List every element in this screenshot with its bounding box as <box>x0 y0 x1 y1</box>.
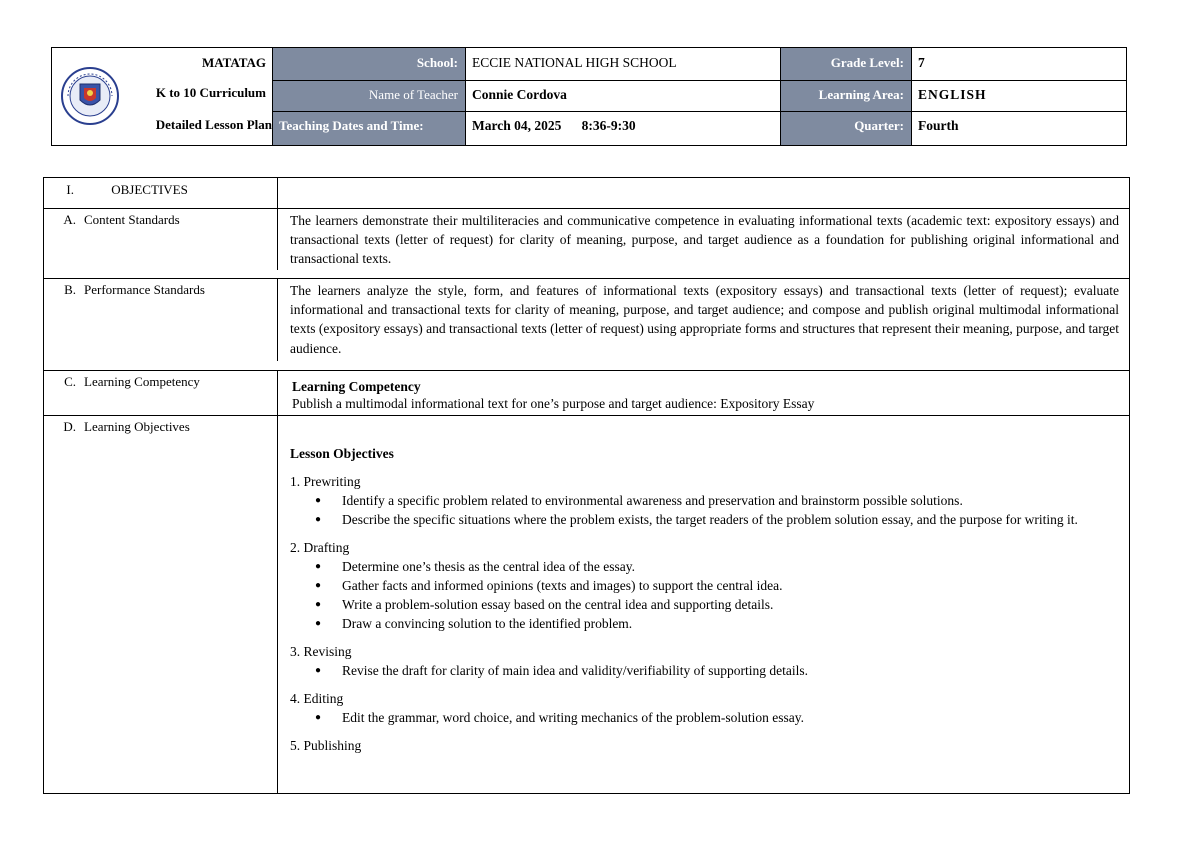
step-title: 3. Revising <box>290 644 352 659</box>
competency-heading: Learning Competency <box>292 379 421 394</box>
row-number: B. <box>64 282 76 297</box>
school-label: School: <box>273 48 466 80</box>
teacher-label: Name of Teacher <box>273 80 466 111</box>
step-revising <box>290 642 1119 680</box>
list-item: ● Draw a convincing solution to the identified problem. <box>342 614 1119 633</box>
objectives-table <box>43 177 1130 794</box>
dates-label: Teaching Dates and Time: <box>273 111 466 145</box>
objectives-heading: Lesson Objectives <box>290 446 394 461</box>
list-item: ● Write a problem-solution essay based on the central idea and supporting details. <box>342 595 1119 614</box>
row-number: D. <box>63 419 76 434</box>
content-standards-row <box>44 208 1129 270</box>
matatag-label: MATATAG <box>201 55 266 70</box>
list-item: ● Determine one’s thesis as the central idea of the essay. <box>342 557 1119 576</box>
list-item: ● Revise the draft for clarity of main idea and validity/verifiability of supporting details. <box>342 661 1119 680</box>
quarter-value: Fourth <box>918 118 959 133</box>
curriculum-label: K to 10 Curriculum <box>155 85 266 100</box>
step-title: 4. Editing <box>290 691 344 706</box>
learning-objectives-row <box>44 415 1129 793</box>
content-standards-text: The learners demonstrate their multiliteracies and communicative competence in evaluating informational texts (academic text: expository essays) and transactional texts (letter of request) for clarity of meaning, purpose, and target audience as a foundation for publishing original informational and transactional texts. <box>277 209 1129 270</box>
school-value: ECCIE NATIONAL HIGH SCHOOL <box>472 55 677 70</box>
row-number: A. <box>63 212 76 227</box>
section-number: I. <box>66 182 74 197</box>
grade-label: Grade Level: <box>781 48 912 80</box>
competency-text: Publish a multimodal informational text for one’s purpose and target audience: Expository Essay <box>292 396 815 411</box>
step-editing <box>290 689 1119 727</box>
plan-type-label: Detailed Lesson Plan <box>155 117 272 132</box>
teacher-value: Connie Cordova <box>472 87 567 102</box>
row-number: C. <box>64 374 76 389</box>
lesson-plan-header <box>51 47 1127 146</box>
step-title: 2. Drafting <box>290 540 350 555</box>
learning-competency-row <box>44 370 1129 415</box>
quarter-label: Quarter: <box>781 111 912 145</box>
list-item: ● Identify a specific problem related to environmental awareness and preservation and brainstorm possible solutions. <box>342 491 1119 510</box>
row-title: Learning Competency <box>84 374 200 389</box>
step-drafting <box>290 538 1119 633</box>
area-label: Learning Area: <box>781 80 912 111</box>
list-item: ● Describe the specific situations where the problem exists, the target readers of the problem solution essay, and the purpose for writing it. <box>342 510 1119 529</box>
list-item: ● Gather facts and informed opinions (texts and images) to support the central idea. <box>342 576 1119 595</box>
row-title: Content Standards <box>84 212 180 227</box>
objectives-header-row <box>44 178 1129 208</box>
list-item: ● Edit the grammar, word choice, and writing mechanics of the problem-solution essay. <box>342 708 1119 727</box>
step-prewriting <box>290 472 1119 529</box>
performance-standards-text: The learners analyze the style, form, and features of informational texts (expository essays) and transactional texts (letter of request); evaluate informational and transactional texts for clarity of meaning, purpose, and target audience; and compose and publish original multimodal informational texts (expository essays) and transactional texts (letter of request) using appropriate forms and structures that represent their meaning, purpose, and target audience. <box>277 279 1129 361</box>
grade-value: 7 <box>918 55 925 70</box>
step-title: 5. Publishing <box>290 738 362 753</box>
row-title: Performance Standards <box>84 282 205 297</box>
dates-value: March 04, 2025 8:36-9:30 <box>472 118 636 133</box>
performance-standards-row <box>44 278 1129 361</box>
section-title: OBJECTIVES <box>111 182 188 197</box>
row-title: Learning Objectives <box>84 419 190 434</box>
step-publishing <box>290 736 1119 755</box>
area-value: ENGLISH <box>918 87 987 102</box>
step-title: 1. Prewriting <box>290 474 361 489</box>
